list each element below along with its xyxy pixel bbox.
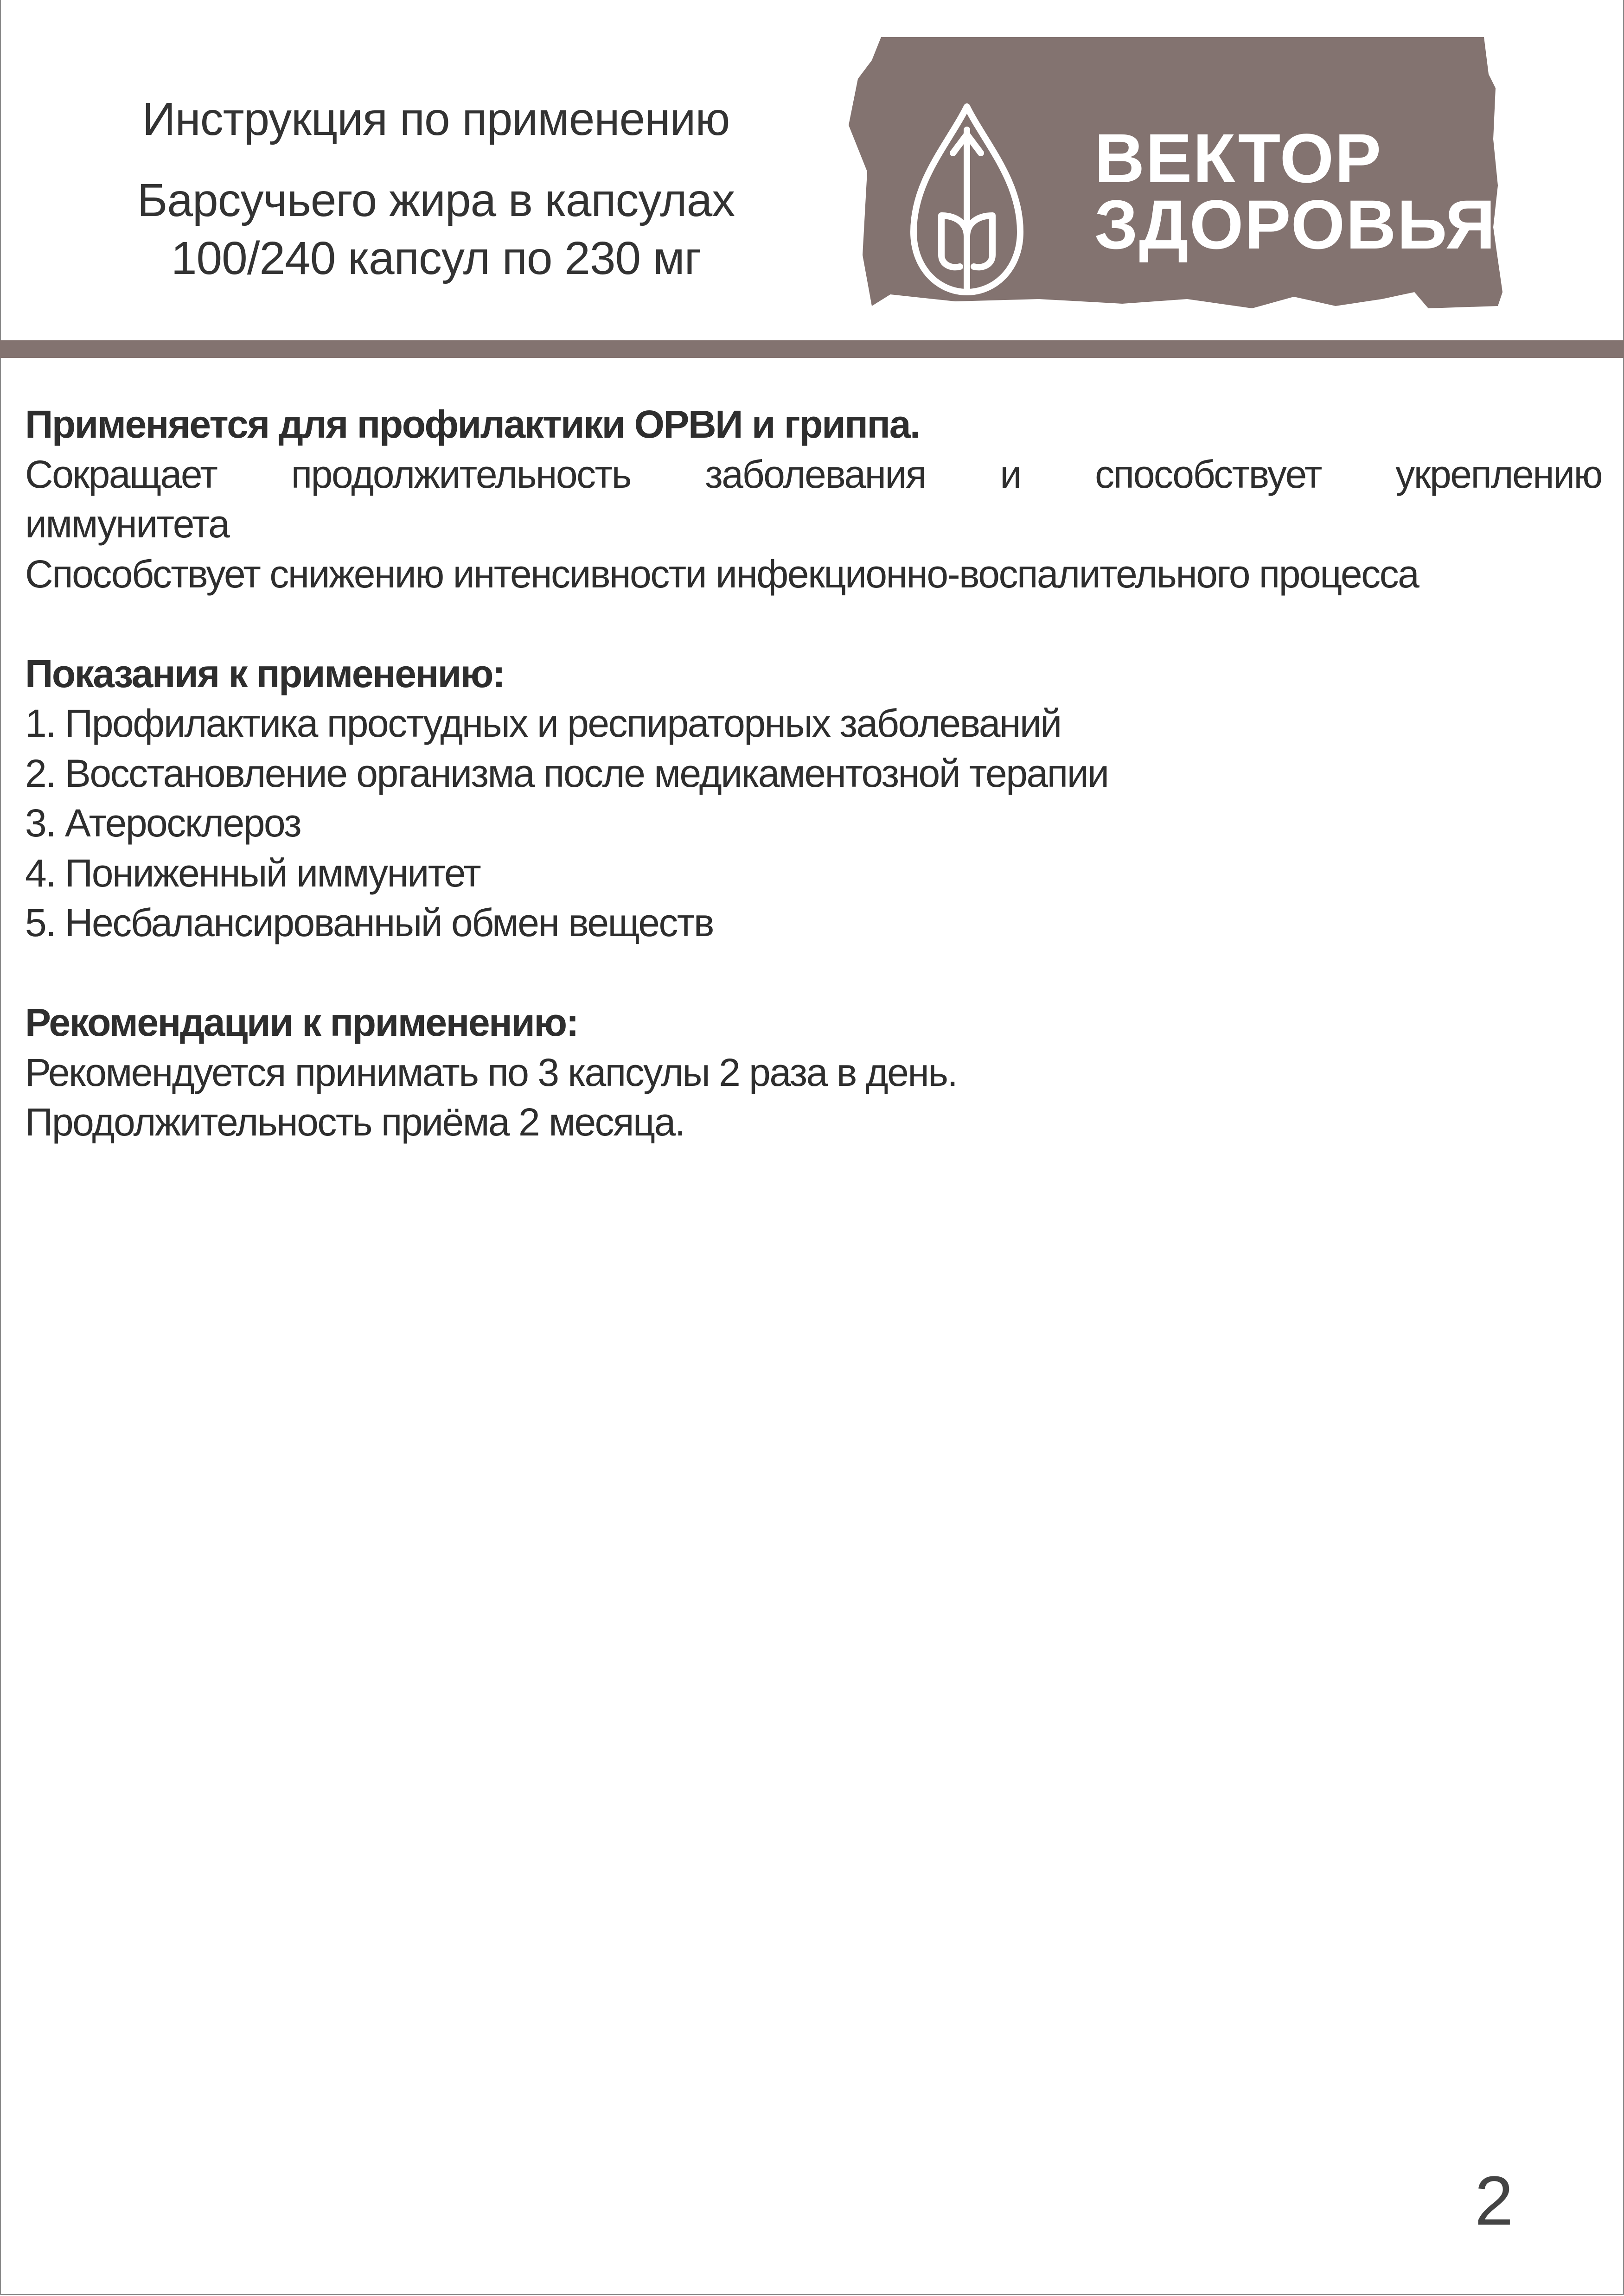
recommendation-item: Продолжительность приёма 2 месяца.	[25, 1100, 684, 1144]
recommendation-item: Рекомендуется принимать по 3 капсулы 2 раза в день.	[25, 1050, 957, 1094]
header-title-line2: Барсучьего жира в капсулах	[137, 174, 735, 226]
indications-heading: Показания к применению:	[25, 651, 505, 695]
header-title-line3: 100/240 капсул по 230 мг	[171, 232, 701, 284]
intro-heading: Применяется для профилактики ОРВИ и гриппа.	[25, 402, 920, 446]
indication-item: 2. Восстановление организма после медикаментозной терапии	[25, 751, 1108, 795]
recommendations-heading: Рекомендации к применению:	[25, 1001, 578, 1044]
instruction-body	[25, 400, 1602, 1148]
indication-item: 3. Атеросклероз	[25, 801, 301, 845]
logo-text-line1: ВЕКТОР	[1094, 119, 1382, 197]
page-number: 2	[1475, 2162, 1514, 2239]
indication-item: 4. Пониженный иммунитет	[25, 851, 480, 895]
intro-text-1a: Сокращает продолжительность заболевания и способствует укреплению	[25, 452, 1602, 496]
intro-text-1b: иммунитета	[25, 502, 229, 546]
logo-text-line2: ЗДОРОВЬЯ	[1094, 185, 1496, 263]
indication-item: 5. Несбалансированный обмен веществ	[25, 901, 714, 944]
header-divider-bar	[0, 340, 1624, 358]
intro-text-2: Способствует снижению интенсивности инфекционно-воспалительного процесса	[25, 552, 1419, 596]
header-title-line1: Инструкция по применению	[142, 93, 730, 145]
indication-item: 1. Профилактика простудных и респираторных заболеваний	[25, 702, 1061, 745]
